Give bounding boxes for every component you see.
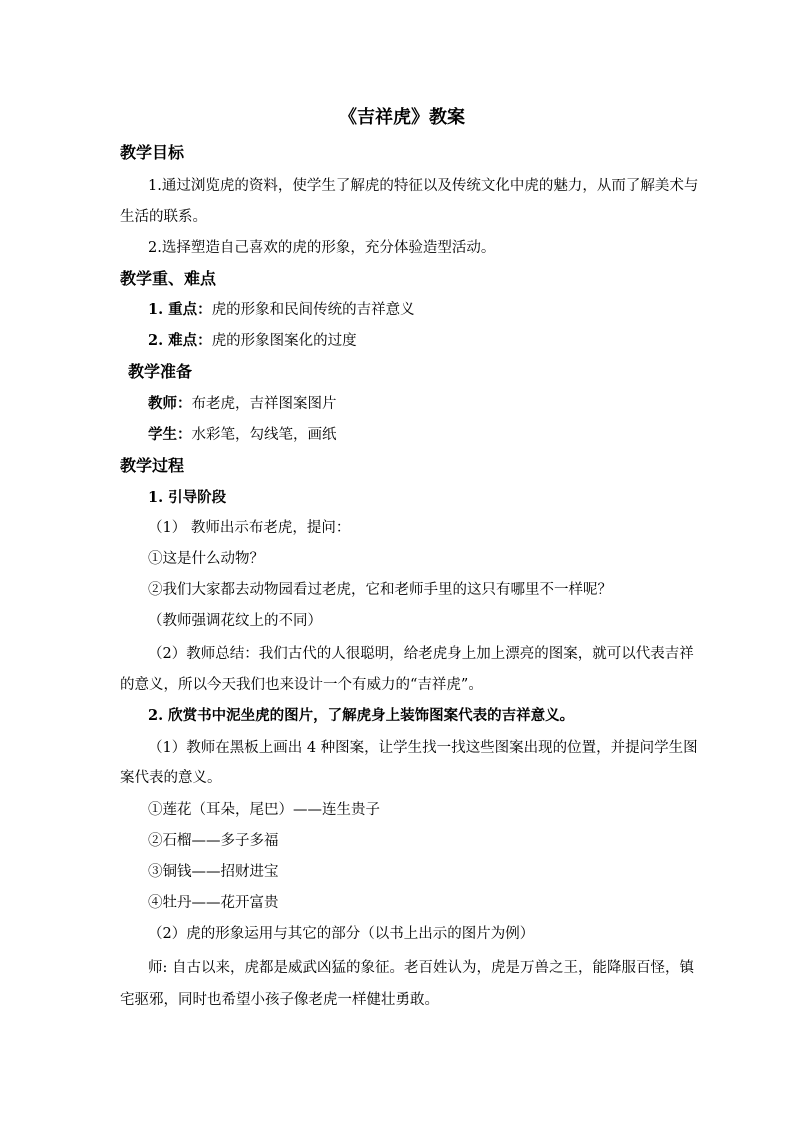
process-heading: 教学过程 bbox=[120, 456, 185, 475]
stage-2-item-4: ④牡丹——花开富贵 bbox=[148, 895, 279, 911]
page-title: 《吉祥虎》教案 bbox=[339, 107, 465, 128]
stage-2-paragraph-3-line-1: 师: 自古以来，虎都是威武凶猛的象征。老百姓认为，虎是万兽之王，能降服百怪，镇 bbox=[148, 960, 694, 976]
stage-2-paragraph-1-line-1: （1）教师在黑板上画出 4 种图案，让学生找一找这些图案出现的位置，并提问学生图 bbox=[148, 740, 698, 756]
stage-1-paragraph-2-line-2: 的意义，所以今天我们也来设计一个有威力的“吉祥虎”。 bbox=[120, 677, 483, 693]
key-point-1-label: 1. 重点： bbox=[148, 301, 212, 318]
goals-heading: 教学目标 bbox=[120, 143, 185, 162]
key-point-1 bbox=[148, 300, 415, 320]
stage-1-question-1: ①这是什么动物？ bbox=[148, 551, 264, 567]
goal-item-2: 2.选择塑造自己喜欢的虎的形象，充分体验造型活动。 bbox=[148, 240, 496, 256]
stage-1-paragraph-1: （1） 教师出示布老虎，提问： bbox=[148, 520, 351, 536]
stage-2-item-2: ②石榴——多子多福 bbox=[148, 833, 279, 849]
stage-1-paragraph-2-line-1: （2）教师总结：我们古代的人很聪明，给老虎身上加上漂亮的图案，就可以代表吉祥 bbox=[148, 646, 694, 662]
key-point-2-label: 2. 难点： bbox=[148, 332, 212, 349]
student-prep-label: 学生： bbox=[148, 426, 192, 443]
stage-1-question-2: ②我们大家都去动物园看过老虎，它和老师手里的这只有哪里不一样呢？ bbox=[148, 582, 612, 598]
stage-1-note: （教师强调花纹上的不同） bbox=[148, 613, 322, 629]
stage-2-paragraph-1-line-2: 案代表的意义。 bbox=[120, 770, 222, 786]
stage-2-item-3: ③铜钱——招财进宝 bbox=[148, 864, 279, 880]
teacher-prep-label: 教师： bbox=[148, 395, 192, 412]
key-points-heading: 教学重、难点 bbox=[120, 269, 217, 288]
key-point-2 bbox=[148, 331, 357, 351]
stage-2-paragraph-2: （2）虎的形象运用与其它的部分（以书上出示的图片为例） bbox=[148, 926, 535, 942]
stage-1-title: 1. 引导阶段 bbox=[148, 489, 227, 506]
goal-item-1-line-1: 1.通过浏览虎的资料，使学生了解虎的特征以及传统文化中虎的魅力，从而了解美术与 bbox=[148, 178, 699, 194]
stage-2-item-1: ①莲花（耳朵，尾巴）——连生贵子 bbox=[148, 802, 380, 818]
student-prep bbox=[148, 425, 337, 445]
key-point-1-text: 虎的形象和民间传统的吉祥意义 bbox=[211, 302, 415, 318]
teacher-prep-text: 布老虎，吉祥图案图片 bbox=[191, 396, 337, 412]
preparation-heading: 教学准备 bbox=[128, 362, 193, 381]
stage-2-paragraph-3-line-2: 宅驱邪，同时也希望小孩子像老虎一样健壮勇敢。 bbox=[120, 992, 439, 1008]
student-prep-text: 水彩笔，勾线笔，画纸 bbox=[191, 427, 337, 443]
teacher-prep bbox=[148, 394, 337, 414]
key-point-2-text: 虎的形象图案化的过度 bbox=[211, 333, 357, 349]
stage-2-title: 2. 欣赏书中泥坐虎的图片，了解虎身上装饰图案代表的吉祥意义。 bbox=[148, 707, 575, 724]
goal-item-1-line-2: 生活的联系。 bbox=[120, 209, 207, 225]
